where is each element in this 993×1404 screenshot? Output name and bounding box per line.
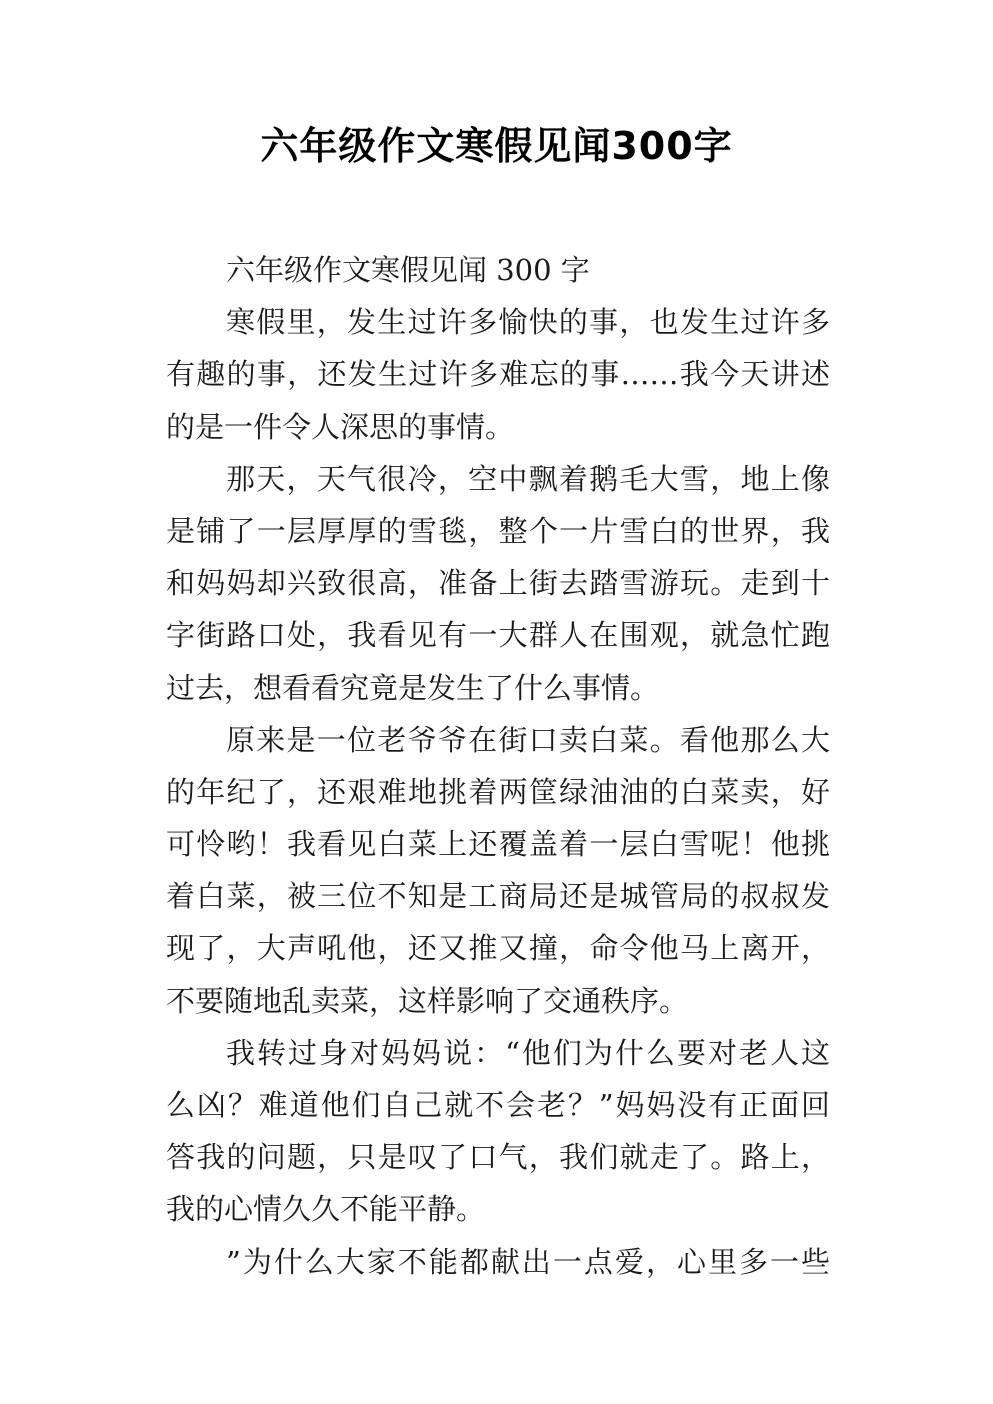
text-line: 可怜哟！我看见白菜上还覆盖着一层白雪呢！他挑 [166, 827, 830, 862]
text-line: 寒假里，发生过许多愉快的事，也发生过许多 [226, 305, 830, 340]
paragraph [166, 296, 830, 453]
text-line: 么凶？难道他们自己就不会老？”妈妈没有正面回 [166, 1088, 830, 1122]
text-line: 的年纪了，还艰难地挑着两筐绿油油的白菜卖，好 [166, 774, 830, 809]
paragraph [166, 714, 830, 1027]
text-line: 我的心情久久不能平静。 [166, 1192, 486, 1227]
text-line: 现了，大声吼他，还又推又撞，命令他马上离开， [166, 931, 830, 966]
paragraph-subtitle [166, 244, 830, 296]
text-line: 的是一件令人深思的事情。 [166, 409, 515, 444]
text-line: 我转过身对妈妈说：“他们为什么要对老人这 [226, 1035, 830, 1070]
text-line: ”为什么大家不能都献出一点爱，心里多一些 [226, 1244, 830, 1279]
paragraph [166, 453, 830, 714]
text-line: 过去，想看看究竟是发生了什么事情。 [166, 670, 660, 705]
text-line: 是铺了一层厚厚的雪毯，整个一片雪白的世界，我 [166, 513, 830, 548]
text-line: 原来是一位老爷爷在街口卖白菜。看他那么大 [226, 722, 830, 757]
text-line: 那天，天气很冷，空中飘着鹅毛大雪，地上像 [226, 461, 830, 496]
document-body [166, 244, 830, 1288]
text-line: 着白菜，被三位不知是工商局还是城管局的叔叔发 [166, 879, 830, 914]
text-line: 和妈妈却兴致很高，准备上街去踏雪游玩。走到十 [166, 566, 830, 601]
text-line: 答我的问题，只是叹了口气，我们就走了。路上， [166, 1140, 830, 1175]
text-line: 不要随地乱卖菜，这样影响了交通秩序。 [166, 983, 689, 1018]
text-line: 六年级作文寒假见闻 300 字 [226, 253, 590, 287]
paragraph [166, 1236, 830, 1288]
paragraph [166, 1027, 830, 1236]
document-title: 六年级作文寒假见闻300字 [260, 124, 733, 168]
text-line: 有趣的事，还发生过许多难忘的事……我今天讲述 [166, 357, 830, 392]
text-line: 字街路口处，我看见有一大群人在围观，就急忙跑 [166, 618, 830, 653]
